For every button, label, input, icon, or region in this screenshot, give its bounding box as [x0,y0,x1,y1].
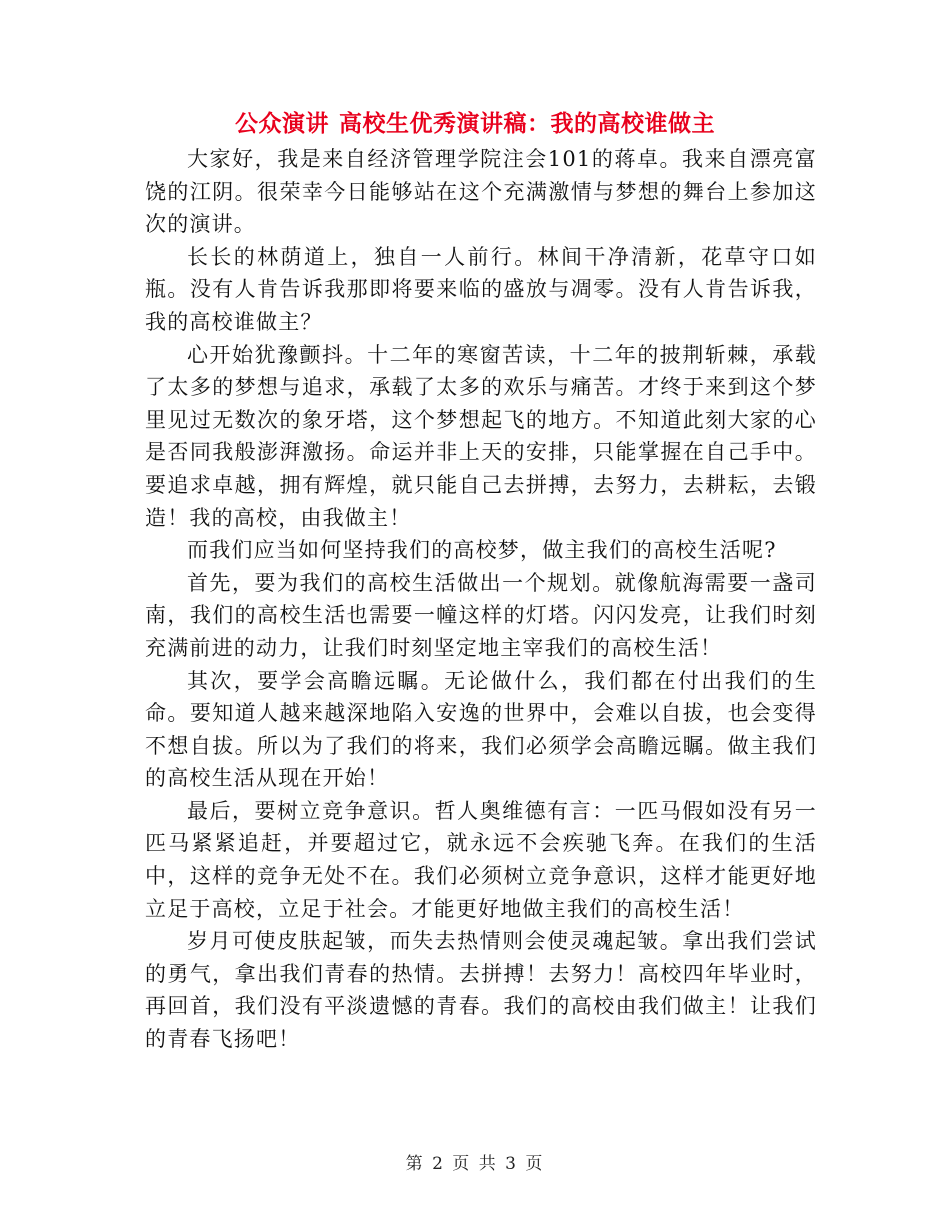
speech-body [145,143,817,1056]
title-main: 高校生优秀演讲稿：我的高校谁做主 [339,111,715,137]
paragraph-6: 其次，要学会高瞻远瞩。无论做什么，我们都在付出我们的生命。要知道人越来越深地陷入安逸的世界中，会难以自拔，也会变得不想自拔。所以为了我们的将来，我们必须学会高瞻远瞩。做主我们的高校生活从现在开始！ [145,668,817,791]
page-footer: 第 2 页 共 3 页 [405,1154,545,1174]
title-category: 公众演讲 [235,111,329,137]
page-title [0,108,950,140]
paragraph-7: 最后，要树立竞争意识。哲人奥维德有言：一匹马假如没有另一匹马紧紧追赶，并要超过它，就永远不会疾驰飞奔。在我们的生活中，这样的竞争无处不在。我们必须树立竞争意识，这样才能更好地立足于高校，立足于社会。才能更好地做主我们的高校生活！ [145,798,817,921]
paragraph-2: 长长的林荫道上，独自一人前行。林间干净清新，花草守口如瓶。没有人肯告诉我那即将要来临的盛放与凋零。没有人肯告诉我，我的高校谁做主？ [145,244,817,334]
paragraph-1: 大家好，我是来自经济管理学院注会101的蒋卓。我来自漂亮富饶的江阴。很荣幸今日能够站在这个充满激情与梦想的舞台上参加这次的演讲。 [145,147,817,237]
paragraph-3: 心开始犹豫颤抖。十二年的寒窗苦读，十二年的披荆斩棘，承载了太多的梦想与追求，承载了太多的欢乐与痛苦。才终于来到这个梦里见过无数次的象牙塔，这个梦想起飞的地方。不知道此刻大家的心是否同我般澎湃激扬。命运并非上天的安排，只能掌握在自己手中。要追求卓越，拥有辉煌，就只能自己去拼搏，去努力，去耕耘，去锻造！我的高校，由我做主！ [145,342,817,530]
paragraph-8: 岁月可使皮肤起皱，而失去热情则会使灵魂起皱。拿出我们尝试的勇气，拿出我们青春的热情。去拼搏！去努力！高校四年毕业时，再回首，我们没有平淡遗憾的青春。我们的高校由我们做主！让我们的青春飞扬吧！ [145,929,817,1052]
paragraph-4: 而我们应当如何坚持我们的高校梦，做主我们的高校生活呢? [187,538,777,563]
paragraph-5: 首先，要为我们的高校生活做出一个规划。就像航海需要一盏司南，我们的高校生活也需要一幢这样的灯塔。闪闪发亮，让我们时刻充满前进的动力，让我们时刻坚定地主宰我们的高校生活！ [145,570,817,660]
